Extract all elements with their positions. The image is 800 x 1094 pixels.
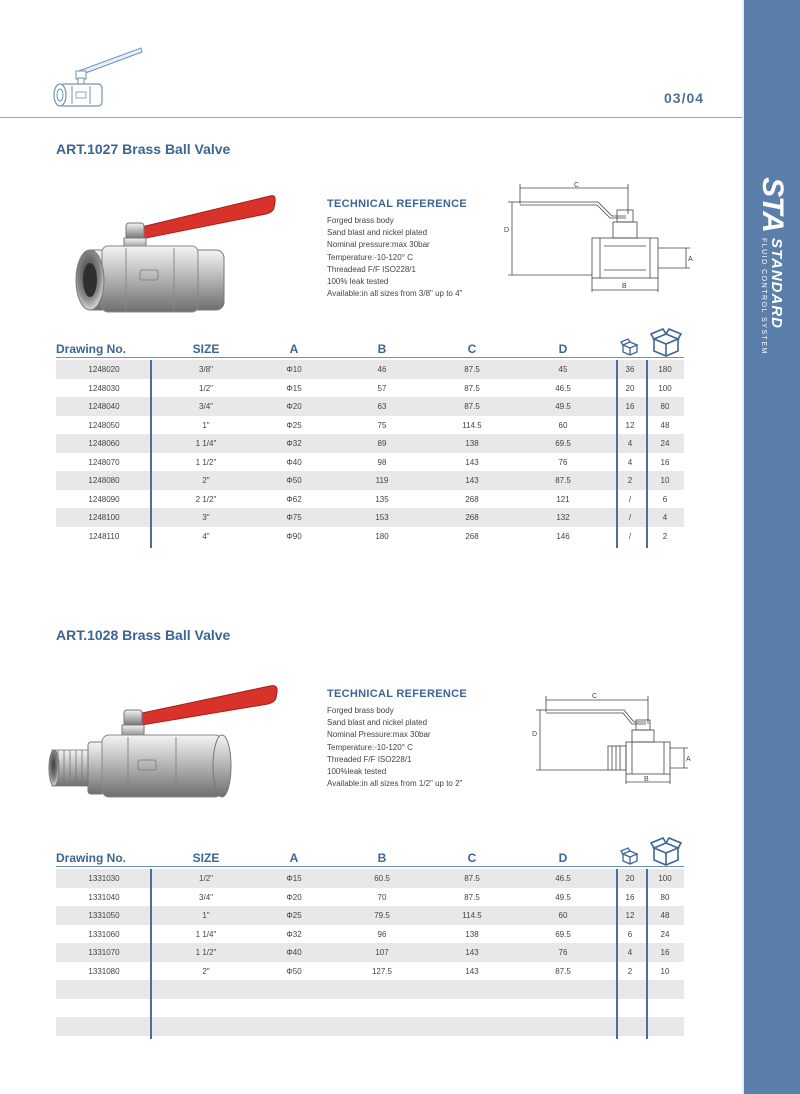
cell-d: 60 (558, 911, 568, 920)
cell-a: Φ20 (286, 892, 302, 902)
cell-carton-pack: 80 (660, 892, 670, 902)
cell-carton-pack: 48 (660, 911, 670, 920)
cell-drawing-no: 1248030 (88, 383, 120, 393)
brand-band (742, 0, 800, 1094)
cell-carton-pack: 6 (662, 494, 668, 504)
cell-d: 46.5 (555, 383, 571, 393)
cell-inner-pack: 36 (625, 365, 635, 374)
technical-reference-heading: TECHNICAL REFERENCE (327, 688, 467, 700)
cell-carton-pack: 24 (660, 929, 670, 939)
col-a: A (289, 851, 299, 865)
cell-a: Φ50 (286, 966, 302, 976)
cell-a: Φ25 (286, 420, 302, 430)
cell-size: 1 1/4" (195, 929, 217, 939)
col-b: B (377, 851, 387, 865)
cell-carton-pack: 100 (658, 874, 672, 883)
cell-b: 89 (377, 439, 387, 448)
cell-size: 2" (202, 966, 210, 976)
cell-b: 107 (375, 948, 389, 957)
ball-valve-photo (48, 680, 288, 813)
cell-size: 1/2" (199, 874, 213, 883)
cell-a: Φ25 (286, 911, 302, 920)
cell-b: 60.5 (374, 874, 390, 883)
tech-line: Threaded F/F ISO228/1 (327, 754, 412, 764)
cell-drawing-no: 1331060 (88, 929, 120, 939)
tech-line: Temperature:-10-120° C (327, 742, 413, 752)
cell-d: 146 (556, 531, 570, 541)
cell-size: 4" (202, 531, 210, 541)
table-header (56, 334, 684, 360)
cell-c: 87.5 (464, 365, 480, 374)
cell-carton-pack: 100 (658, 383, 672, 393)
cell-d: 87.5 (555, 966, 571, 976)
header-rule (56, 357, 684, 358)
cell-b: 75 (377, 420, 387, 430)
cell-b: 79.5 (374, 911, 390, 920)
cell-a: Φ32 (286, 929, 302, 939)
cell-b: 57 (377, 383, 387, 393)
cell-size: 2" (202, 476, 210, 485)
cell-d: 69.5 (555, 439, 571, 448)
cell-inner-pack: 16 (625, 892, 635, 902)
cell-c: 87.5 (464, 402, 480, 411)
cell-d: 60 (558, 420, 568, 430)
cell-inner-pack: 2 (627, 966, 633, 976)
cell-size: 1/2" (199, 383, 213, 393)
cell-c: 143 (465, 457, 479, 467)
cell-c: 138 (465, 439, 479, 448)
column-divider (616, 869, 618, 1039)
column-divider (616, 360, 618, 548)
col-c: C (467, 342, 477, 356)
cell-drawing-no: 1331070 (88, 948, 120, 957)
cell-d: 76 (558, 457, 568, 467)
cell-drawing-no: 1248080 (88, 476, 120, 485)
tech-line: Temperature:-10-120° C (327, 252, 413, 262)
technical-reference (327, 688, 507, 790)
brand-logo: STA (756, 177, 789, 232)
cell-d: 46.5 (555, 874, 571, 883)
cell-c: 138 (465, 929, 479, 939)
dim-label-a: A (688, 256, 693, 263)
cell-carton-pack: 48 (660, 420, 670, 430)
brand-logo-block (748, 177, 796, 355)
cell-d: 49.5 (555, 892, 571, 902)
cell-a: Φ62 (286, 494, 302, 504)
cell-c: 114.5 (462, 911, 482, 920)
cell-carton-pack: 180 (658, 365, 672, 374)
cell-size: 1 1/4" (195, 439, 217, 448)
col-drawing-no: Drawing No. (56, 342, 127, 356)
cell-c: 143 (465, 948, 479, 957)
dimension-drawing (528, 688, 698, 793)
dim-label-c: C (574, 182, 580, 189)
cell-inner-pack: 6 (627, 929, 633, 939)
spec-table (56, 334, 684, 545)
tech-line: Threadead F/F ISO228/1 (327, 264, 416, 274)
cell-c: 268 (465, 513, 479, 522)
cell-b: 96 (377, 929, 387, 939)
cell-drawing-no: 1331030 (88, 874, 120, 883)
cell-carton-pack: 2 (662, 531, 668, 541)
column-divider (150, 869, 152, 1039)
cell-c: 114.5 (462, 420, 482, 430)
cell-carton-pack: 24 (660, 439, 670, 448)
column-divider (150, 360, 152, 548)
cell-c: 87.5 (464, 383, 480, 393)
cell-d: 121 (556, 494, 570, 504)
header-rule (0, 117, 742, 118)
cell-a: Φ90 (286, 531, 302, 541)
cell-carton-pack: 10 (660, 966, 670, 976)
cell-inner-pack: 20 (625, 383, 635, 393)
cell-inner-pack: 12 (625, 420, 635, 430)
col-size: SIZE (192, 342, 220, 356)
ball-valve-photo (74, 190, 284, 325)
cell-drawing-no: 1248070 (88, 457, 120, 467)
cell-b: 180 (375, 531, 389, 541)
cell-carton-pack: 16 (660, 457, 670, 467)
dim-label-d: D (504, 227, 510, 234)
cell-c: 268 (465, 531, 479, 541)
cell-inner-pack: 4 (627, 439, 633, 448)
technical-reference-heading: TECHNICAL REFERENCE (327, 198, 467, 210)
tech-line: Sand blast and nickel plated (327, 718, 428, 728)
valve-outline-icon (46, 40, 146, 110)
cell-a: Φ40 (286, 948, 302, 957)
col-drawing-no: Drawing No. (56, 851, 127, 865)
cell-c: 87.5 (464, 874, 480, 883)
cell-carton-pack: 4 (662, 513, 668, 522)
cell-drawing-no: 1248100 (88, 513, 120, 522)
tech-line: 100% leak tested (327, 277, 389, 287)
tech-line: Available:in all sizes from 3/8" up to 4" (327, 289, 463, 299)
cell-b: 119 (375, 476, 389, 485)
cell-b: 98 (377, 457, 387, 467)
cell-size: 3/8" (199, 365, 213, 374)
cell-a: Φ75 (286, 513, 302, 522)
brand-tagline: FLUID CONTROL SYSTEM (760, 237, 767, 355)
cell-size: 1 1/2" (195, 948, 217, 957)
col-b: B (377, 342, 387, 356)
cell-drawing-no: 1248020 (88, 365, 120, 374)
cell-drawing-no: 1248060 (88, 439, 120, 448)
tech-line: Nominal pressure:max 30bar (327, 240, 430, 250)
cell-c: 87.5 (464, 892, 480, 902)
cell-drawing-no: 1248110 (88, 531, 120, 541)
section-title: ART.1028 Brass Ball Valve (56, 627, 231, 643)
col-d: D (558, 851, 568, 865)
spec-table (56, 843, 684, 1036)
page-number: 03/04 (664, 90, 705, 106)
section-title: ART.1027 Brass Ball Valve (56, 141, 231, 157)
cell-size: 2 1/2" (195, 494, 217, 504)
header-rule (56, 866, 684, 867)
cell-b: 46 (377, 365, 387, 374)
cell-c: 268 (465, 494, 479, 504)
cell-inner-pack: 12 (625, 911, 635, 920)
table-header (56, 843, 684, 869)
cell-carton-pack: 16 (660, 948, 670, 957)
cell-a: Φ15 (286, 874, 302, 883)
col-size: SIZE (192, 851, 220, 865)
cell-inner-pack: 20 (625, 874, 635, 883)
dim-label-b: B (644, 776, 649, 783)
cell-b: 63 (377, 402, 387, 411)
cell-d: 45 (558, 365, 568, 374)
cell-inner-pack: / (628, 531, 632, 541)
cell-inner-pack: 2 (627, 476, 633, 485)
cell-carton-pack: 80 (660, 402, 670, 411)
dim-label-b: B (622, 283, 627, 290)
dimension-drawing (500, 180, 700, 303)
cell-drawing-no: 1331080 (88, 966, 120, 976)
dim-label-c: C (592, 693, 598, 700)
cell-inner-pack: / (628, 494, 632, 504)
tech-line: Sand blast and nickel plated (327, 228, 428, 238)
cell-size: 1" (202, 420, 210, 430)
cell-size: 3/4" (199, 402, 213, 411)
cell-b: 127.5 (371, 966, 393, 976)
column-divider (646, 360, 648, 548)
cell-a: Φ40 (286, 457, 302, 467)
cell-d: 69.5 (555, 929, 571, 939)
dim-label-d: D (532, 731, 538, 738)
cell-a: Φ15 (286, 383, 302, 393)
cell-inner-pack: 4 (627, 457, 633, 467)
cell-d: 76 (558, 948, 568, 957)
cell-size: 1 1/2" (195, 457, 217, 467)
cell-inner-pack: 4 (627, 948, 633, 957)
cell-drawing-no: 1248040 (88, 402, 120, 411)
cell-carton-pack: 10 (660, 476, 670, 485)
tech-line: Available:in all sizes from 1/2" up to 2" (327, 779, 463, 789)
cell-d: 132 (556, 513, 570, 522)
cell-drawing-no: 1248050 (88, 420, 120, 430)
cell-c: 143 (465, 476, 479, 485)
cell-inner-pack: / (628, 513, 632, 522)
cell-size: 3/4" (199, 892, 213, 902)
tech-line: Forged brass body (327, 216, 394, 225)
tech-line: 100%leak tested (327, 767, 387, 777)
cell-d: 49.5 (555, 402, 571, 411)
brand-name: STANDARD (768, 237, 785, 330)
cell-drawing-no: 1331040 (88, 892, 120, 902)
cell-b: 70 (377, 892, 387, 902)
cell-drawing-no: 1248090 (88, 494, 120, 504)
cell-b: 135 (375, 494, 389, 504)
column-divider (646, 869, 648, 1039)
cell-size: 1" (202, 911, 210, 920)
technical-reference (327, 198, 510, 300)
cell-b: 153 (375, 513, 389, 522)
dim-label-a: A (686, 756, 691, 763)
cell-a: Φ10 (286, 365, 302, 374)
tech-line: Nominal Pressure:max 30bar (327, 730, 431, 740)
tech-line: Forged brass body (327, 706, 394, 715)
cell-a: Φ32 (286, 439, 302, 448)
cell-a: Φ50 (286, 476, 302, 485)
cell-c: 143 (465, 966, 479, 976)
col-d: D (558, 342, 568, 356)
cell-d: 87.5 (555, 476, 571, 485)
col-a: A (289, 342, 299, 356)
cell-inner-pack: 16 (625, 402, 635, 411)
cell-drawing-no: 1331050 (88, 911, 120, 920)
cell-size: 3" (202, 513, 210, 522)
col-c: C (467, 851, 477, 865)
cell-a: Φ20 (286, 402, 302, 411)
